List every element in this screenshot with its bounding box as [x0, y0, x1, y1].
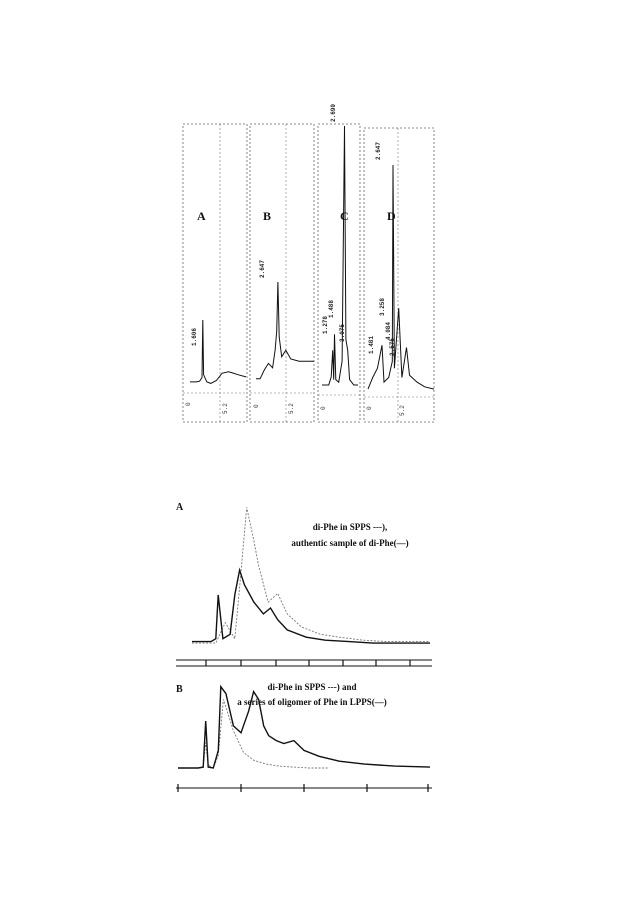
panel-c-peak-label-4: 3.075: [339, 323, 346, 342]
panel-b-tick-0: 0: [253, 404, 260, 408]
panel-d-peak-label-5: 2.575: [389, 337, 396, 356]
panel-d-peak-label-2: 3.258: [379, 297, 386, 316]
panel-d-label: D: [387, 209, 396, 223]
panel-b-peak-label: 2.647: [259, 259, 266, 278]
bottom-chromatogram-figure: [176, 502, 432, 792]
panel-b-label: B: [263, 209, 272, 223]
top-chromatogram-figure: [183, 104, 434, 422]
panel-c-peak-label-3: 1.278: [322, 315, 329, 334]
panel-c-peak-label-1: 2.690: [330, 103, 337, 122]
panel-a-frame: [183, 124, 247, 422]
overlay-panel-a-legend-line2: authentic sample of di-Phe(—): [291, 538, 409, 548]
chromatogram-panel-b: [250, 124, 314, 422]
panel-a-tick-1: 5.2: [222, 403, 229, 414]
overlay-panel-a-solid-trace: [192, 570, 430, 643]
panel-d-peak-label-4: 1.481: [368, 335, 375, 354]
panel-b-tick-1: 5.2: [288, 403, 295, 414]
panel-c-trace: [322, 126, 358, 385]
panel-a-tick-0: 0: [185, 402, 192, 406]
panel-d-peak-label-3: 4.084: [385, 321, 392, 340]
panel-d-peak-label-1: 2.647: [375, 141, 382, 160]
chromatogram-panel-a: [183, 124, 247, 422]
panel-b-trace: [256, 282, 314, 379]
overlay-panel-b: [176, 682, 432, 792]
panel-d-tick-0: 0: [366, 406, 373, 410]
panel-a-trace: [190, 320, 246, 383]
panel-d-trace: [368, 165, 434, 389]
panel-c-peak-label-2: 1.488: [328, 299, 335, 318]
overlay-panel-a-ticks: [206, 660, 410, 666]
overlay-panel-a: [176, 502, 432, 666]
overlay-panel-b-legend-line2: a series of oligomer of Phe in LPPS(—): [237, 697, 387, 707]
panel-d-frame: [364, 128, 434, 422]
overlay-panel-a-dashed-trace: [192, 507, 430, 643]
panel-a-label: A: [197, 209, 206, 223]
panel-d-tick-1: 5.2: [399, 405, 406, 416]
overlay-panel-b-label: B: [176, 684, 183, 695]
panel-a-peak-label: 1.606: [191, 327, 198, 346]
overlay-panel-a-legend-line1: di-Phe in SPPS ---),: [312, 522, 388, 532]
chromatogram-panel-d: [364, 128, 434, 422]
overlay-panel-b-dashed-trace: [178, 699, 329, 768]
panel-c-tick-0: 0: [320, 406, 327, 410]
chromatogram-panel-c: [318, 104, 360, 422]
panel-c-label: C: [340, 209, 349, 223]
overlay-panel-a-label: A: [176, 502, 184, 513]
overlay-panel-b-legend-line1: di-Phe in SPPS ---) and: [267, 682, 357, 692]
